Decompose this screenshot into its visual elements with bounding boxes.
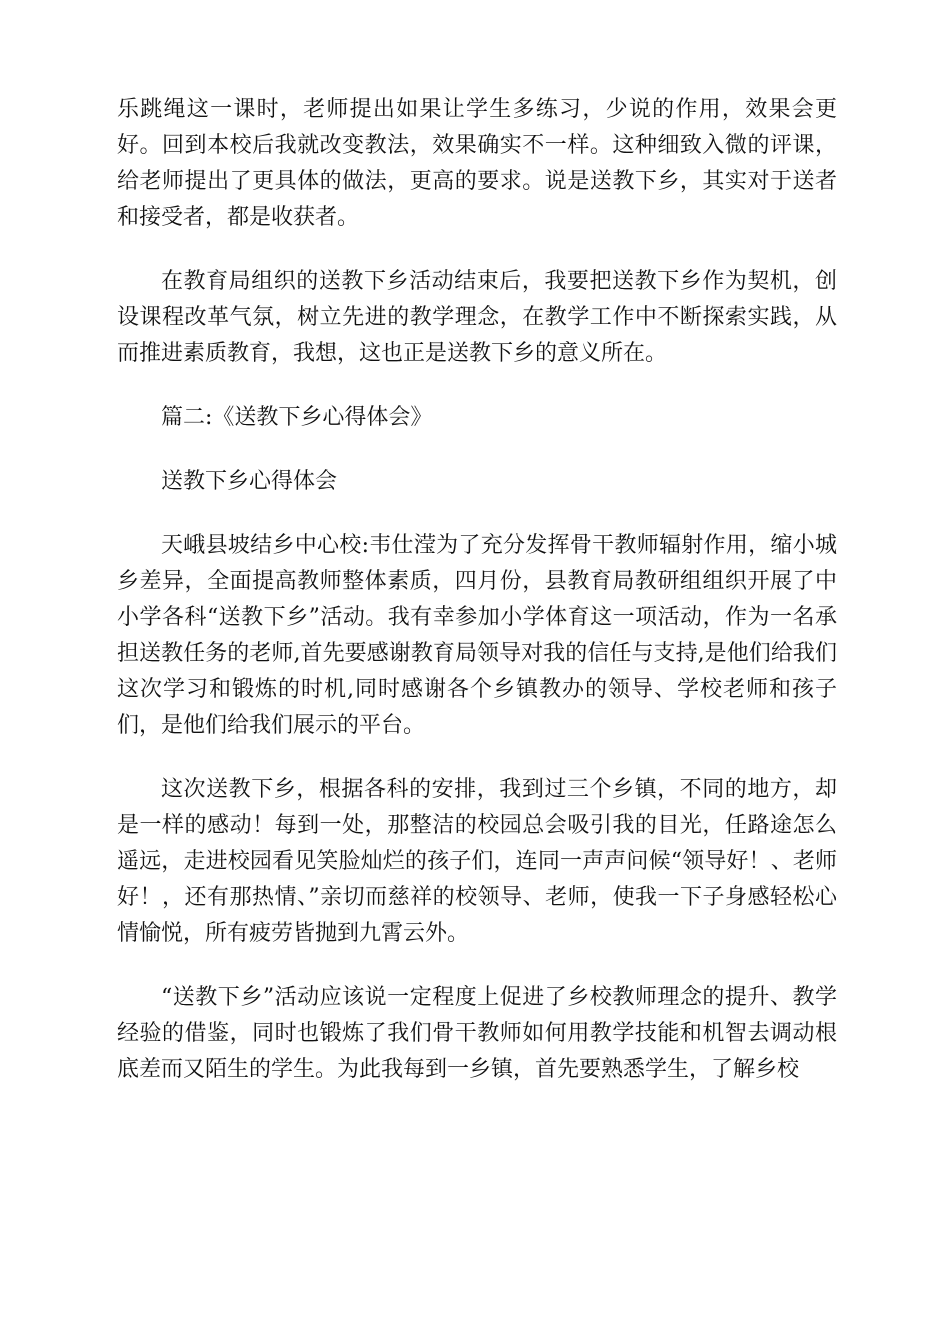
paragraph-activity-impact: “送教下乡”活动应该说一定程度上促进了乡校教师理念的提升、教学经验的借鉴，同时也锻炼了我们骨干教师如何用教学技能和机智去调动根底差而又陌生的学生。为此我每到一乡镇，首先要熟悉学生，了解乡校 bbox=[117, 985, 837, 1082]
paragraph-rope-skipping-lesson: 乐跳绳这一课时，老师提出如果让学生多练习，少说的作用，效果会更好。回到本校后我就改变教法，效果确实不一样。这种细致入微的评课，给老师提出了更具体的做法，更高的要求。说是送教下乡，其实对于送者和接受者，都是收获者。 bbox=[117, 97, 837, 230]
section-title: 送教下乡心得体会 bbox=[161, 469, 338, 494]
document-body bbox=[117, 92, 837, 1116]
paragraph-visit-experience: 这次送教下乡，根据各科的安排，我到过三个乡镇，不同的地方，却是一样的感动！每到一处，那整洁的校园总会吸引我的目光，任路途怎么遥远，走进校园看见笑脸灿烂的孩子们，连同一声声问候“领导好！、老师好！，还有那热情、”亲切而慈祥的校领导、老师，使我一下子身感轻松心情愉悦，所有疲劳皆抛到九霄云外。 bbox=[117, 777, 837, 946]
paragraph-introduction: 天峨县坡结乡中心校:韦仕滢为了充分发挥骨干教师辐射作用，缩小城乡差异，全面提高教师整体素质，四月份，县教育局教研组组织开展了中小学各科“送教下乡”活动。我有幸参加小学体育这一项活动，作为一名承担送教任务的老师,首先要感谢教育局领导对我的信任与支持,是他们给我们这次学习和锻炼的时机,同时感谢各个乡镇教办的领导、学校老师和孩子们，是他们给我们展示的平台。 bbox=[117, 533, 837, 738]
paragraph-after-activity: 在教育局组织的送教下乡活动结束后，我要把送教下乡作为契机，创设课程改革气氛，树立先进的教学理念，在教学工作中不断探索实践，从而推进素质教育，我想，这也正是送教下乡的意义所在。 bbox=[117, 269, 837, 366]
section-heading-part-two: 篇二:《送教下乡心得体会》 bbox=[161, 405, 433, 430]
